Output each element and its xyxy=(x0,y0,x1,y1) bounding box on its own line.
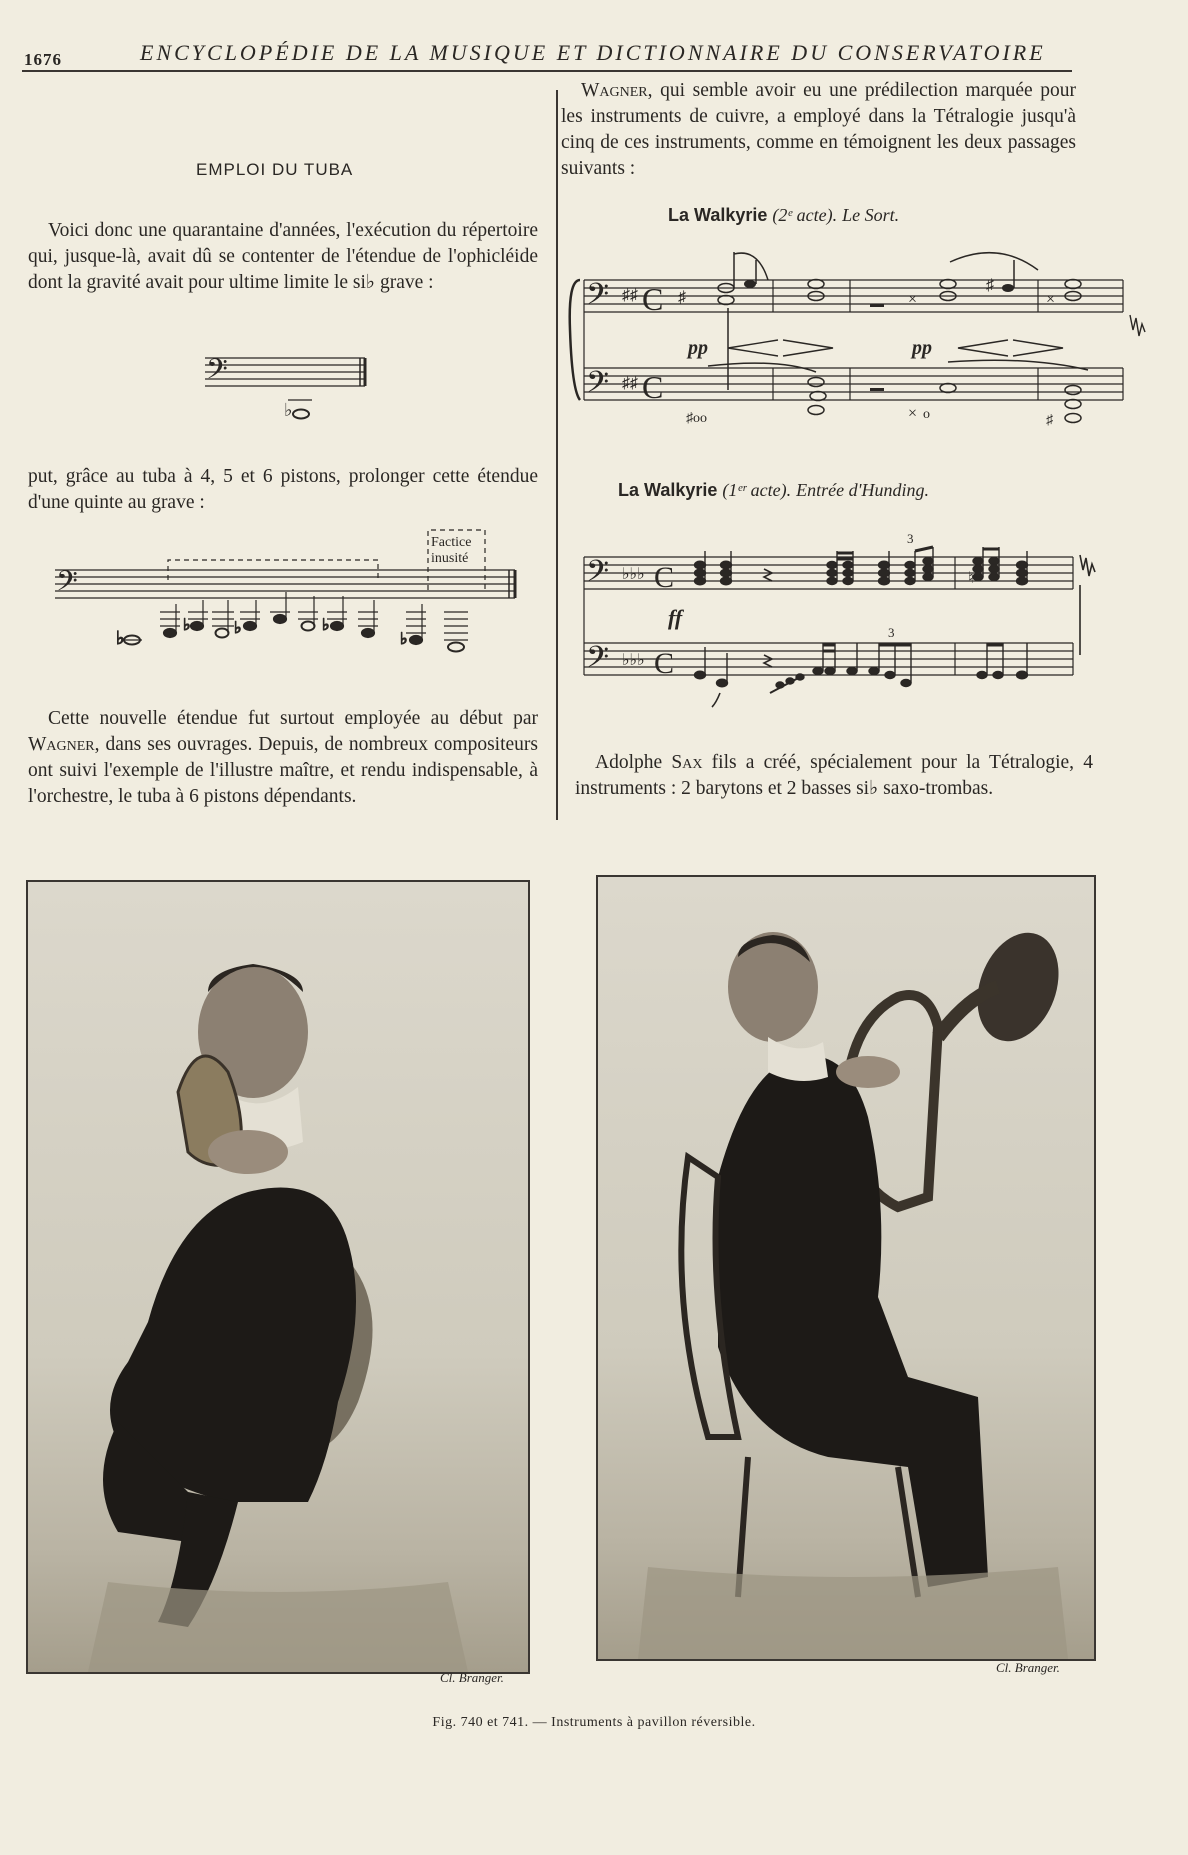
example-2-triplet-2: 3 xyxy=(888,625,895,640)
left-paragraph-1: Voici donc une quarantaine d'années, l'exécution du répertoire qui, jusque-là, avait dû se contenter de l'étendue de l'ophicléide dont la gravité avait pour ultime limite le si♭ grave : xyxy=(28,220,538,293)
factice-label-1: Factice xyxy=(431,535,472,550)
right-paragraph-2 xyxy=(575,750,1093,802)
right-paragraph-1-post: , qui semble avoir eu une prédilection marquée pour les instruments de cuivre, a employé dans la Tétralogie jusqu'à cinq de ces instruments, comme en témoignent les deux passages suivants : xyxy=(561,80,1076,179)
left-paragraph-3-pre: Cette nouvelle étendue fut surtout employée au début par xyxy=(48,708,538,729)
svg-text:o: o xyxy=(923,407,930,422)
wagner-name-right: Wagner xyxy=(581,80,648,101)
example-1-act: (2ᵉ acte). xyxy=(772,205,838,225)
credit-right: Cl. Branger. xyxy=(996,1660,1060,1675)
svg-text:♭: ♭ xyxy=(322,617,330,634)
svg-text:×: × xyxy=(908,291,918,308)
right-paragraph-2-pre: Adolphe xyxy=(595,752,672,773)
svg-text:♯: ♯ xyxy=(678,289,686,306)
svg-text:♮: ♮ xyxy=(968,570,974,587)
walkyrie-le-sort-score xyxy=(568,240,1148,440)
left-paragraph-2: put, grâce au tuba à 4, 5 et 6 pistons, prolonger cette étendue d'une quinte au grave : xyxy=(28,466,538,513)
svg-text:♯♯: ♯♯ xyxy=(622,287,638,304)
section-title: EMPLOI DU TUBA xyxy=(196,160,354,179)
factice-label-2: inusité xyxy=(431,551,469,566)
svg-text:♯: ♯ xyxy=(1046,413,1053,428)
example-2-dynamic: ff xyxy=(668,605,683,630)
svg-text:𝄢: 𝄢 xyxy=(586,366,610,406)
photo-left-tuba-player xyxy=(26,880,530,1674)
example-2-triplet-1: 3 xyxy=(907,531,914,546)
svg-text:C: C xyxy=(654,647,675,680)
tuba-range-staff xyxy=(50,520,520,670)
sax-name: Sax xyxy=(671,752,703,773)
credit-left: Cl. Branger. xyxy=(440,1670,504,1685)
svg-text:♭: ♭ xyxy=(400,631,408,648)
svg-text:𝄢: 𝄢 xyxy=(206,355,228,392)
running-title: ENCYCLOPÉDIE DE LA MUSIQUE ET DICTIONNAIRE DU CONSERVATOIRE xyxy=(140,40,1046,65)
right-paragraph-1 xyxy=(561,78,1076,182)
ophicleide-range-staff xyxy=(200,350,370,430)
page-number: 1676 xyxy=(24,50,62,69)
svg-text:C: C xyxy=(654,561,675,594)
svg-text:C: C xyxy=(642,369,664,405)
example-2-title-name: La Walkyrie xyxy=(618,480,718,500)
example-2-subtitle: Entrée d'Hunding. xyxy=(796,480,929,500)
walkyrie-entree-hunding-score xyxy=(568,525,1148,725)
svg-text:♯oo: ♯oo xyxy=(686,411,707,426)
svg-text:C: C xyxy=(642,281,664,317)
svg-text:♯♯: ♯♯ xyxy=(622,375,638,392)
left-paragraph-3 xyxy=(28,706,538,810)
photo-right-tuba-player xyxy=(596,875,1096,1661)
example-1-title xyxy=(668,205,899,226)
example-1-subtitle: Le Sort. xyxy=(842,205,900,225)
example-1-dynamic-1: pp xyxy=(688,337,708,359)
example-1-title-name: La Walkyrie xyxy=(668,205,768,225)
svg-text:𝄢: 𝄢 xyxy=(586,641,610,681)
svg-text:♭: ♭ xyxy=(116,628,125,648)
example-2-act: (1ᵉʳ acte). xyxy=(722,480,792,500)
svg-text:×: × xyxy=(1046,291,1056,308)
svg-text:♯: ♯ xyxy=(986,277,994,294)
svg-text:♭♭♭: ♭♭♭ xyxy=(622,652,645,669)
svg-text:𝄢: 𝄢 xyxy=(586,278,610,318)
svg-text:×: × xyxy=(908,405,918,422)
svg-text:𝄢: 𝄢 xyxy=(586,555,610,595)
svg-text:♭: ♭ xyxy=(284,400,293,420)
example-2-title xyxy=(618,480,929,501)
right-paragraph-2-post: fils a créé, spécialement pour la Tétralogie, 4 instruments : 2 barytons et 2 basses si♭ saxo-trombas. xyxy=(575,752,1094,799)
wagner-name: Wagner xyxy=(28,734,95,755)
svg-text:♭: ♭ xyxy=(234,620,242,637)
svg-text:𝄢: 𝄢 xyxy=(56,567,78,604)
column-rule xyxy=(556,90,558,820)
example-1-dynamic-2: pp xyxy=(912,337,932,359)
svg-text:♭: ♭ xyxy=(183,617,191,634)
figure-caption: Fig. 740 et 741. — Instruments à pavillon réversible. xyxy=(432,1715,756,1730)
left-paragraph-3-post: , dans ses ouvrages. Depuis, de nombreux compositeurs ont suivi l'exemple de l'illustre maître, et rendu indispensable, à l'orchestre, le tuba à 6 pistons dépendants. xyxy=(28,734,538,807)
svg-text:♭♭♭: ♭♭♭ xyxy=(622,566,645,583)
header-rule xyxy=(22,70,1072,72)
